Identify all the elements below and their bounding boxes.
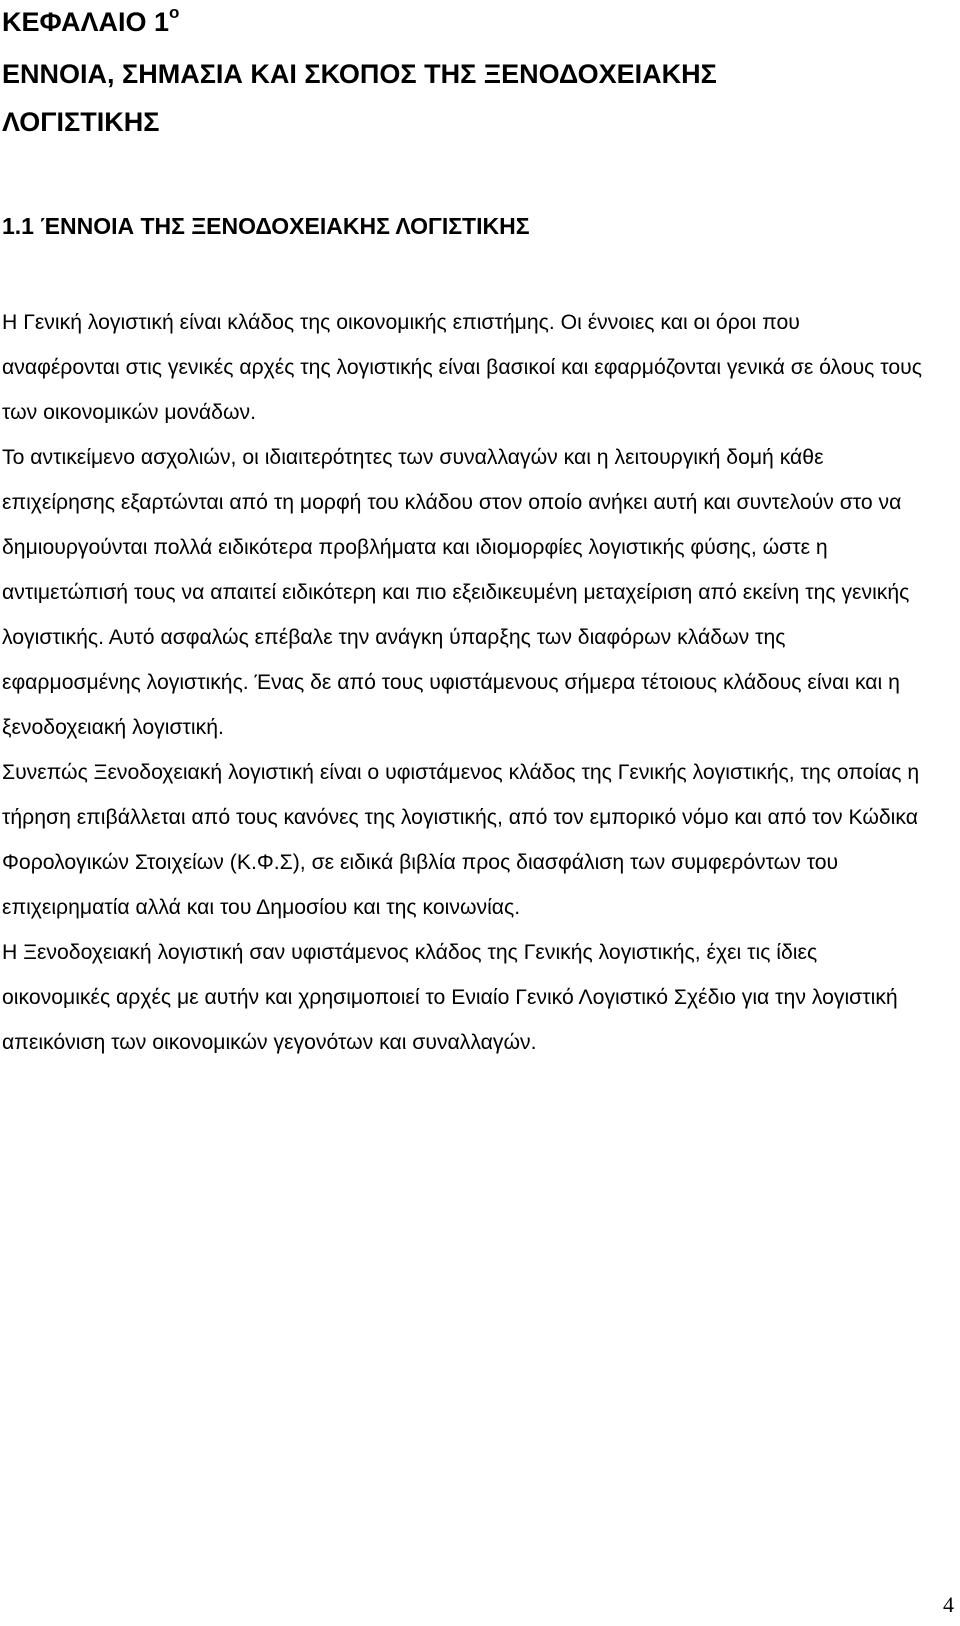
chapter-subject-line-1: ΕΝΝΟΙΑ, ΣΗΜΑΣΙΑ ΚΑΙ ΣΚΟΠΟΣ ΤΗΣ ΞΕΝΟΔΟΧΕΙΑΚΗΣ bbox=[2, 59, 717, 89]
body-text bbox=[2, 300, 922, 1065]
chapter-subject-title bbox=[2, 50, 902, 146]
paragraph: Η Γενική λογιστική είναι κλάδος της οικονομικής επιστήμης. Οι έννοιες και οι όροι που αναφέρονται στις γενικές αρχές της λογιστικής είναι βασικοί και εφαρμόζονται γενικά σε όλους τους των οικονομικών μονάδων. bbox=[2, 311, 922, 424]
section-heading: 1.1 ΈΝΝΟΙΑ ΤΗΣ ΞΕΝΟΔΟΧΕΙΑΚΗΣ ΛΟΓΙΣΤΙΚΗΣ bbox=[2, 213, 530, 239]
chapter-title bbox=[2, 0, 179, 38]
page-number: 4 bbox=[943, 1592, 954, 1617]
chapter-ordinal-superscript: ο bbox=[168, 3, 180, 22]
paragraph: Η Ξενοδοχειακή λογιστική σαν υφιστάμενος κλάδος της Γενικής λογιστικής, έχει τις ίδιες οικονομικές αρχές με αυτήν και χρησιμοποιεί το Ενιαίο Γενικό Λογιστικό Σχέδιο για την λογιστική απεικόνιση των οικονομικών γεγονότων και συναλλαγών. bbox=[2, 941, 898, 1054]
chapter-subject-line-2: ΛΟΓΙΣΤΙΚΗΣ bbox=[2, 107, 160, 137]
chapter-label: ΚΕΦΑΛΑΙΟ 1 bbox=[2, 7, 169, 37]
paragraph: Συνεπώς Ξενοδοχειακή λογιστική είναι ο υφιστάμενος κλάδος της Γενικής λογιστικής, της οποίας η τήρηση επιβάλλεται από τους κανόνες της λογιστικής, από τον εμπορικό νόμο και από τον Κώδικα Φορολογικών Στοιχείων (Κ.Φ.Σ), σε ειδικά βιβλία προς διασφάλιση των συμφερόντων του επιχειρηματία αλλά και του Δημοσίου και της κοινωνίας. bbox=[2, 761, 920, 919]
paragraph: Το αντικείμενο ασχολιών, οι ιδιαιτερότητες των συναλλαγών και η λειτουργική δομή κάθε επιχείρησης εξαρτώνται από τη μορφή του κλάδου στον οποίο ανήκει αυτή και συντελούν στο να δημιουργούνται πολλά ειδικότερα προβλήματα και ιδιομορφίες λογιστικής φύσης, ώστε η αντιμετώπισή τους να απαιτεί ειδικότερη και πιο εξειδικευμένη μεταχείριση από εκείνη της γενικής λογιστικής. Αυτό ασφαλώς επέβαλε την ανάγκη ύπαρξης των διαφόρων κλάδων της εφαρμοσμένης λογιστικής. Ένας δε από τους υφιστάμενους σήμερα τέτοιους κλάδους είναι και η ξενοδοχειακή λογιστική. bbox=[2, 446, 910, 739]
